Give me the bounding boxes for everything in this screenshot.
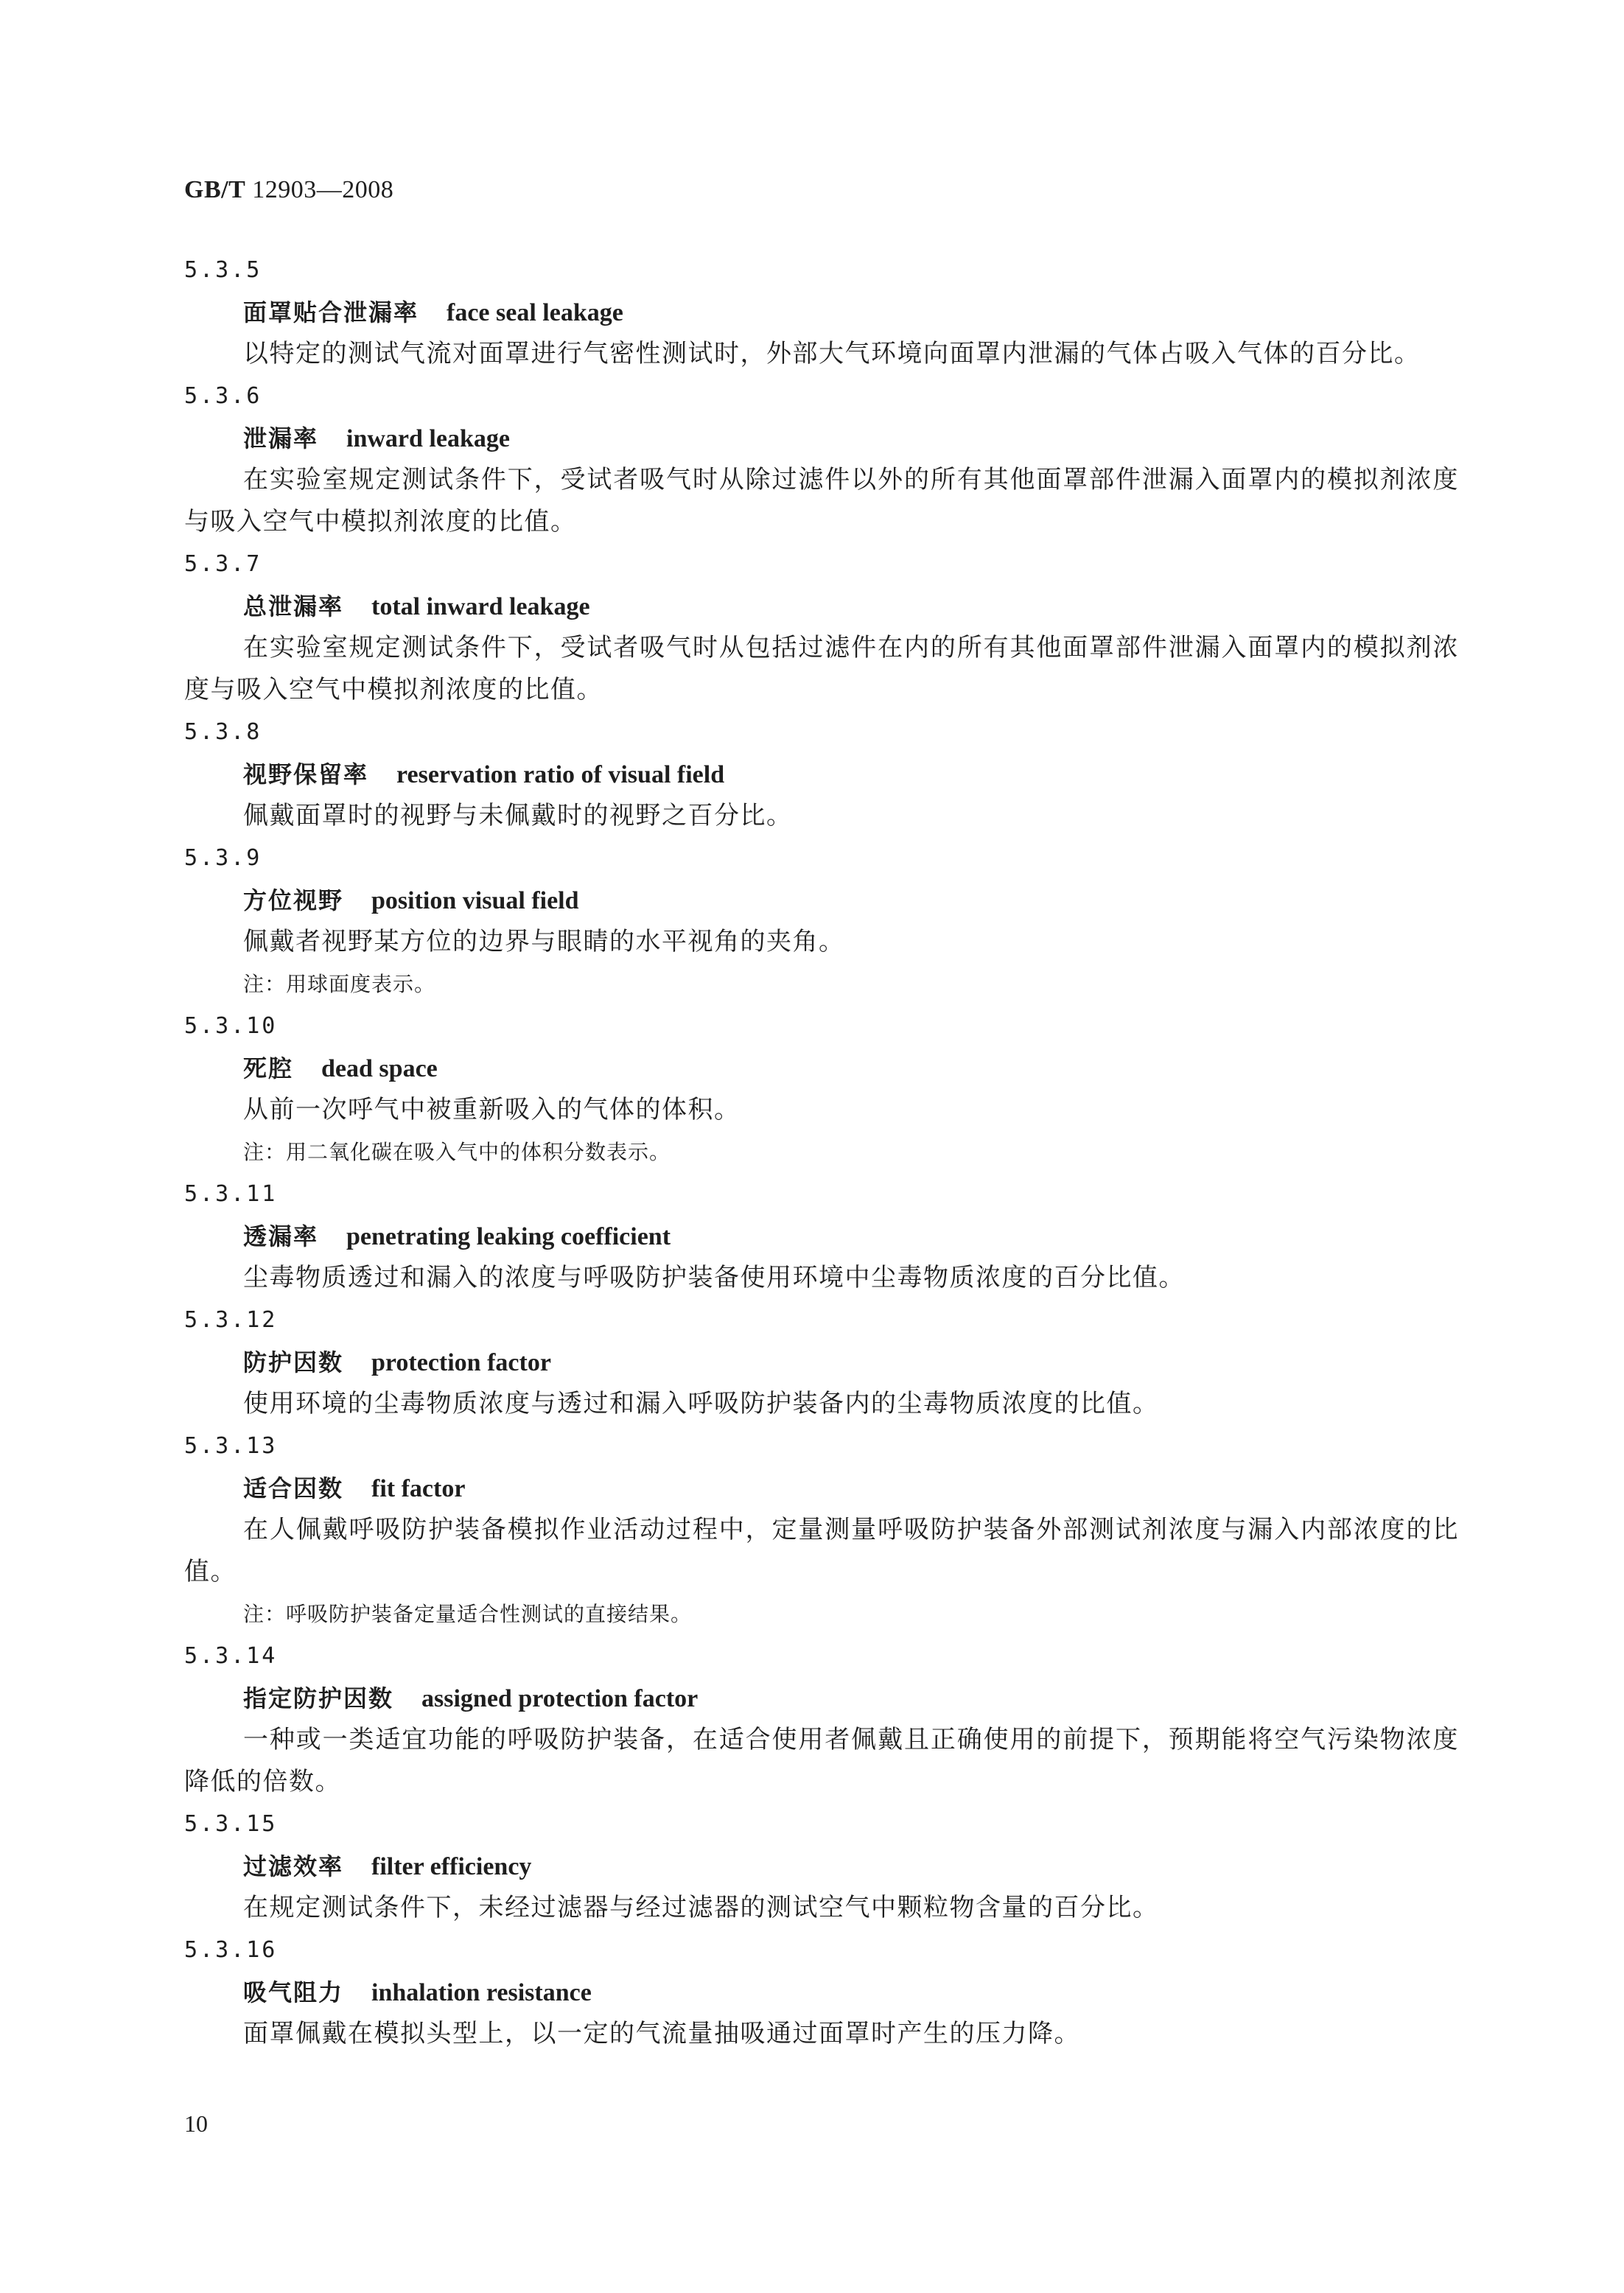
term-english: inward leakage xyxy=(346,425,510,452)
clause-number: 5.3.9 xyxy=(184,845,262,871)
clause-list xyxy=(184,249,1459,2055)
term-definition: 一种或一类适宜功能的呼吸防护装备，在适合使用者佩戴且正确使用的前提下，预期能将空气污染物浓度降低的倍数。 xyxy=(184,1725,1459,1796)
clause-number: 5.3.14 xyxy=(184,1643,278,1669)
term-entry xyxy=(184,249,1459,375)
term-definition: 在实验室规定测试条件下，受试者吸气时从除过滤件以外的所有其他面罩部件泄漏入面罩内的模拟剂浓度与吸入空气中模拟剂浓度的比值。 xyxy=(184,465,1459,536)
term-heading xyxy=(184,754,1459,795)
term-english: inhalation resistance xyxy=(371,1979,592,2006)
clause-number: 5.3.10 xyxy=(184,1013,278,1039)
term-chinese: 死腔 xyxy=(243,1054,294,1082)
term-entry xyxy=(184,1425,1459,1635)
term-english: face seal leakage xyxy=(447,299,623,326)
term-entry xyxy=(184,1005,1459,1173)
term-entry xyxy=(184,375,1459,543)
term-heading xyxy=(184,1342,1459,1383)
term-heading xyxy=(184,1216,1459,1257)
term-chinese: 视野保留率 xyxy=(243,760,369,788)
term-entry xyxy=(184,1803,1459,1929)
term-heading xyxy=(184,1846,1459,1887)
term-heading xyxy=(184,1678,1459,1719)
term-entry xyxy=(184,1173,1459,1299)
term-heading xyxy=(184,1468,1459,1509)
term-chinese: 面罩贴合泄漏率 xyxy=(243,298,419,326)
term-definition: 从前一次呼气中被重新吸入的气体的体积。 xyxy=(243,1095,741,1124)
term-english: filter efficiency xyxy=(371,1853,532,1880)
standard-number: 12903—2008 xyxy=(252,176,394,203)
term-definition: 面罩佩戴在模拟头型上，以一定的气流量抽吸通过面罩时产生的压力降。 xyxy=(243,2019,1080,2048)
clause-number: 5.3.12 xyxy=(184,1307,278,1333)
standard-code xyxy=(184,174,393,206)
term-entry xyxy=(184,1929,1459,2055)
term-english: assigned protection factor xyxy=(421,1685,699,1712)
term-english: total inward leakage xyxy=(371,593,590,620)
page-number: 10 xyxy=(184,2110,208,2137)
term-chinese: 透漏率 xyxy=(243,1222,319,1250)
term-entry xyxy=(184,543,1459,711)
term-note: 注：用二氧化碳在吸入气中的体积分数表示。 xyxy=(243,1140,671,1164)
term-chinese: 防护因数 xyxy=(243,1348,344,1376)
term-chinese: 泄漏率 xyxy=(243,424,319,452)
term-definition: 佩戴面罩时的视野与未佩戴时的视野之百分比。 xyxy=(243,801,793,830)
term-definition: 佩戴者视野某方位的边界与眼睛的水平视角的夹角。 xyxy=(243,927,845,956)
clause-number: 5.3.6 xyxy=(184,383,262,409)
term-english: dead space xyxy=(321,1055,438,1082)
clause-number: 5.3.8 xyxy=(184,719,262,745)
term-definition: 使用环境的尘毒物质浓度与透过和漏入呼吸防护装备内的尘毒物质浓度的比值。 xyxy=(243,1389,1159,1418)
clause-number: 5.3.5 xyxy=(184,257,262,283)
term-definition: 在人佩戴呼吸防护装备模拟作业活动过程中，定量测量呼吸防护装备外部测试剂浓度与漏入内部浓度的比值。 xyxy=(184,1515,1459,1586)
term-english: position visual field xyxy=(371,887,579,914)
term-note: 注：用球面度表示。 xyxy=(243,972,436,996)
term-entry xyxy=(184,1299,1459,1425)
term-entry xyxy=(184,711,1459,837)
term-entry xyxy=(184,837,1459,1005)
term-definition: 在规定测试条件下，未经过滤器与经过滤器的测试空气中颗粒物含量的百分比。 xyxy=(243,1893,1159,1922)
clause-number: 5.3.13 xyxy=(184,1433,278,1459)
term-heading xyxy=(184,586,1459,627)
term-heading xyxy=(184,1048,1459,1089)
term-definition: 以特定的测试气流对面罩进行气密性测试时，外部大气环境向面罩内泄漏的气体占吸入气体的百分比。 xyxy=(243,339,1421,368)
term-definition: 在实验室规定测试条件下，受试者吸气时从包括过滤件在内的所有其他面罩部件泄漏入面罩内的模拟剂浓度与吸入空气中模拟剂浓度的比值。 xyxy=(184,633,1459,704)
term-chinese: 总泄漏率 xyxy=(243,592,344,620)
term-english: penetrating leaking coefficient xyxy=(346,1223,671,1250)
term-english: protection factor xyxy=(371,1349,551,1376)
term-chinese: 过滤效率 xyxy=(243,1852,344,1880)
clause-number: 5.3.15 xyxy=(184,1811,278,1837)
term-heading xyxy=(184,880,1459,921)
term-english: reservation ratio of visual field xyxy=(396,761,725,788)
term-english: fit factor xyxy=(371,1475,466,1502)
term-entry xyxy=(184,1635,1459,1803)
term-heading xyxy=(184,418,1459,459)
clause-number: 5.3.7 xyxy=(184,551,262,577)
clause-number: 5.3.11 xyxy=(184,1181,278,1207)
term-note: 注：呼吸防护装备定量适合性测试的直接结果。 xyxy=(243,1602,693,1626)
term-heading xyxy=(184,292,1459,333)
term-chinese: 指定防护因数 xyxy=(243,1684,394,1712)
standard-prefix: GB/T xyxy=(184,176,246,203)
term-chinese: 适合因数 xyxy=(243,1474,344,1502)
clause-number: 5.3.16 xyxy=(184,1937,278,1963)
term-definition: 尘毒物质透过和漏入的浓度与呼吸防护装备使用环境中尘毒物质浓度的百分比值。 xyxy=(243,1263,1185,1292)
term-heading xyxy=(184,1972,1459,2013)
term-chinese: 方位视野 xyxy=(243,886,344,914)
term-chinese: 吸气阻力 xyxy=(243,1978,344,2006)
